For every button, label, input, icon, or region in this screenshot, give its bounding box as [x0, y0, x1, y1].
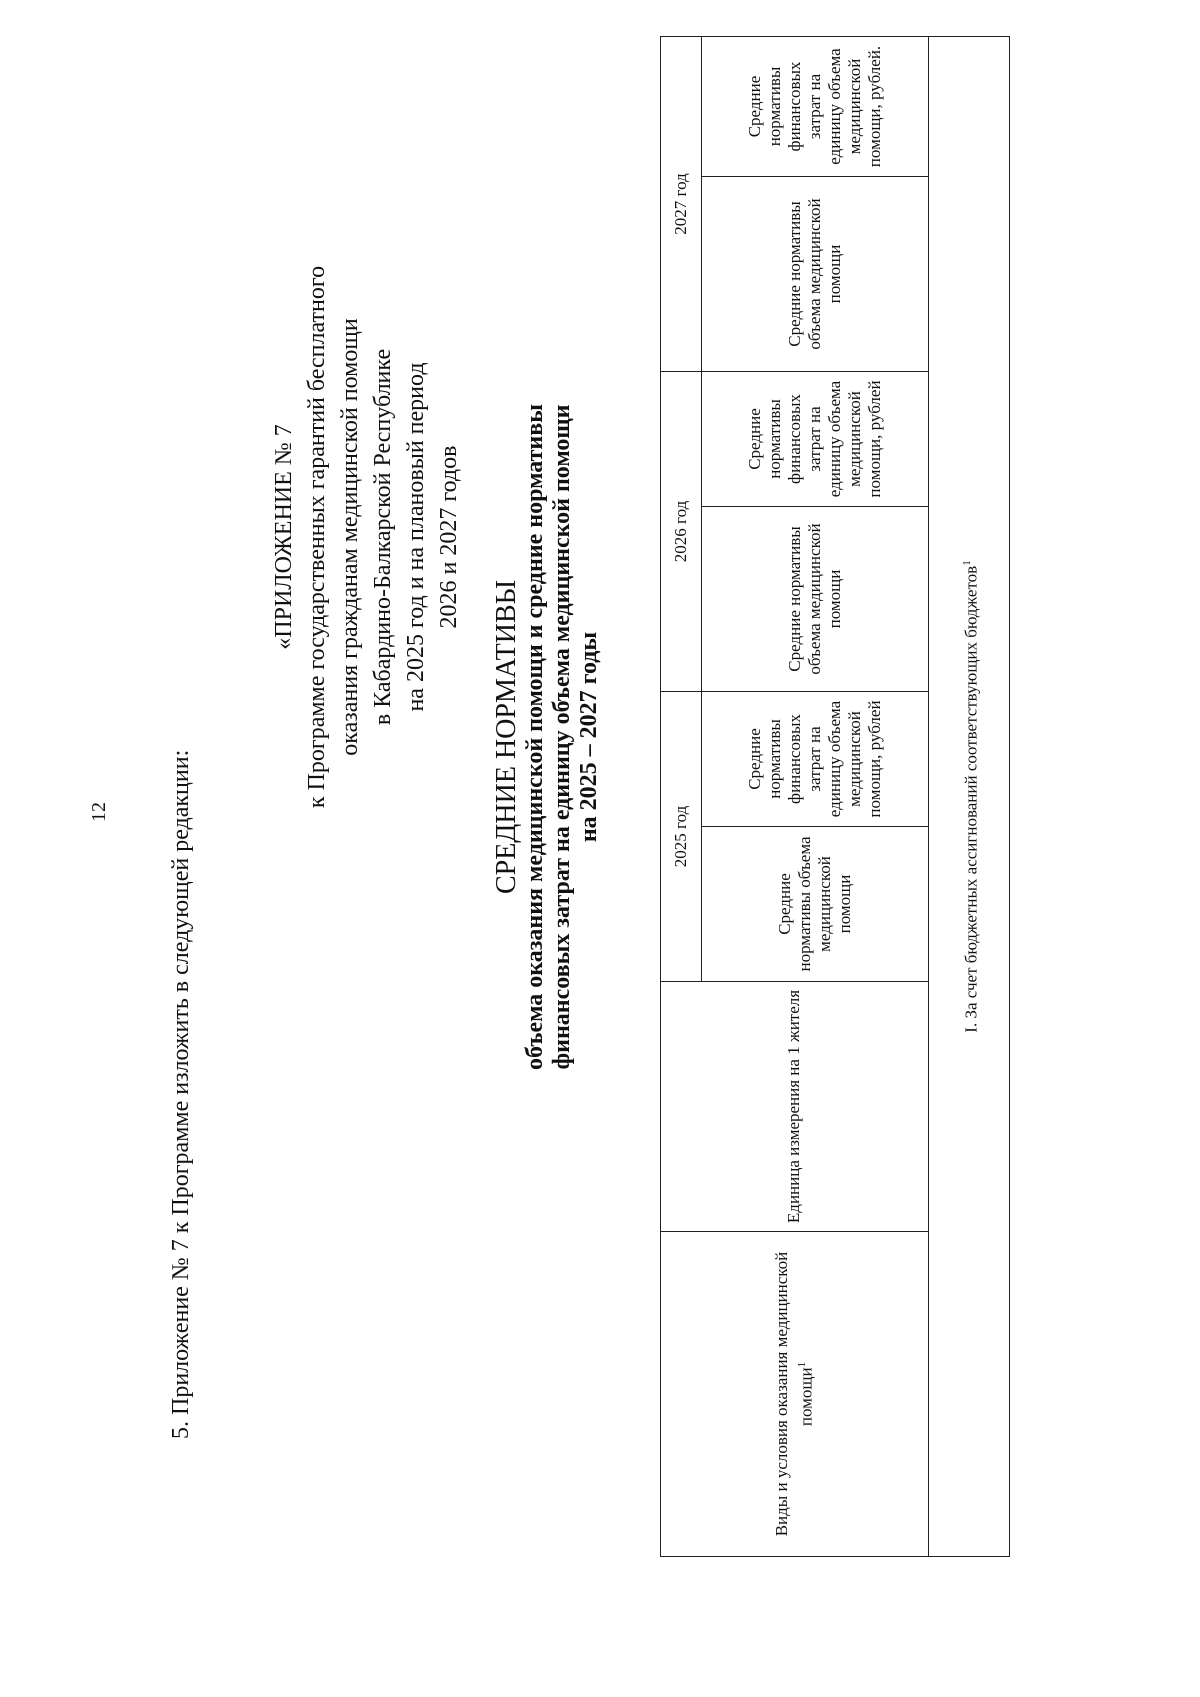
lead-paragraph: 5. Приложение № 7 к Программе изложить в следующей редакции:	[168, 749, 194, 1439]
footnote-mark: 1	[796, 1361, 808, 1368]
header-year-2026: 2026 год	[661, 372, 702, 692]
header-cost-2027: Средние нормативы финансовых затрат на единицу объема медицинской помощи, рублей.	[702, 37, 928, 177]
title-subline: объема оказания медицинской помощи и средние нормативы	[522, 404, 548, 1070]
title-subline: на 2025 – 2027 годы	[576, 631, 602, 843]
title-subline: финансовых затрат на единицу объема медицинской помощи	[549, 404, 575, 1070]
header-volume-2027: Средние нормативы объема медицинской помощи	[702, 177, 928, 372]
header-cost-2025: Средние нормативы финансовых затрат на единицу объема медицинской помощи, рублей	[702, 692, 928, 827]
header-kind-text: Виды и условия оказания медицинской помощи	[772, 1251, 816, 1537]
header-year-2025: 2025 год	[661, 692, 702, 982]
header-kind	[661, 1232, 929, 1557]
appendix-line: «ПРИЛОЖЕНИЕ № 7	[271, 424, 297, 650]
header-volume-2025: Средние нормативы объема медицинской помощи	[702, 827, 928, 982]
footnote-mark: 1	[960, 560, 973, 566]
appendix-line: к Программе государственных гарантий бесплатного	[304, 265, 330, 809]
document-title	[492, 357, 603, 1117]
section-row-text: I. За счет бюджетных ассигнований соответствующих бюджетов	[961, 565, 981, 1033]
appendix-line: в Кабардино-Балкарской Республике	[370, 348, 396, 726]
norms-table	[660, 36, 1010, 1557]
page-number: 12	[88, 802, 110, 822]
header-volume-2026: Средние нормативы объема медицинской помощи	[702, 507, 928, 692]
header-cost-2026: Средние нормативы финансовых затрат на единицу объема медицинской помощи, рублей	[702, 372, 928, 507]
appendix-line: оказания гражданам медицинской помощи	[337, 318, 363, 756]
header-unit: Единица измерения на 1 жителя	[661, 982, 929, 1232]
header-year-2027: 2027 год	[661, 37, 702, 372]
title-main: СРЕДНИЕ НОРМАТИВЫ	[491, 579, 522, 895]
appendix-header	[268, 217, 466, 857]
section-row-1	[928, 37, 1009, 1557]
appendix-line: на 2025 год и на плановый период	[403, 362, 429, 712]
appendix-line: 2026 и 2027 годов	[436, 445, 462, 629]
